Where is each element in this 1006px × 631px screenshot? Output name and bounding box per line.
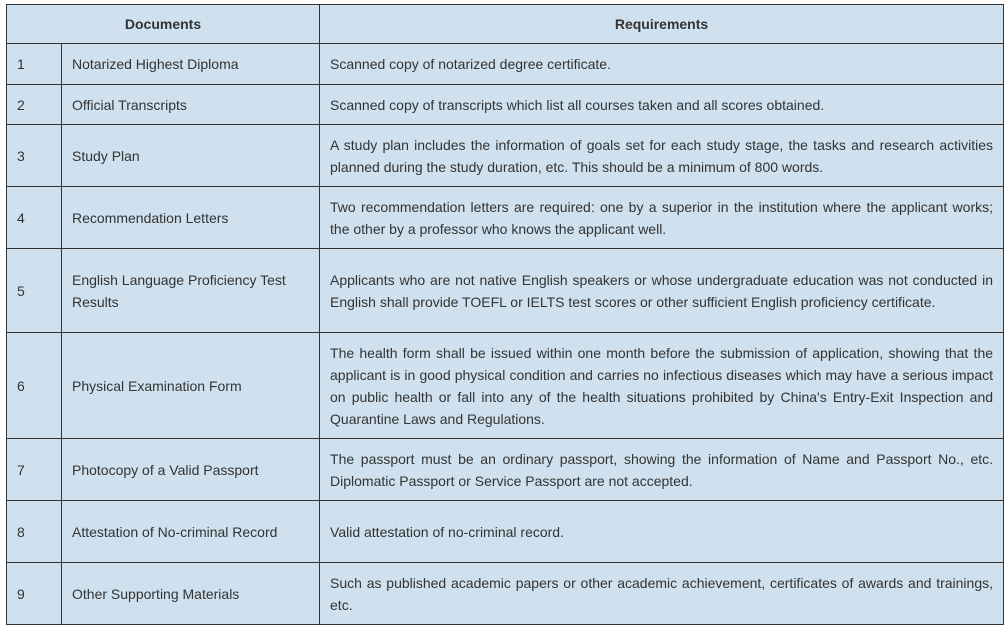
table-row xyxy=(7,333,1004,439)
table-row xyxy=(7,85,1004,125)
row-number: 9 xyxy=(7,563,62,625)
table-body xyxy=(7,44,1004,625)
document-name: Photocopy of a Valid Passport xyxy=(62,439,320,501)
table-row xyxy=(7,125,1004,187)
row-number: 7 xyxy=(7,439,62,501)
requirement-text: Two recommendation letters are required: one by a superior in the institution where the applicant works; the other by a professor who knows the applicant well. xyxy=(320,187,1004,249)
table-row xyxy=(7,187,1004,249)
row-number: 5 xyxy=(7,249,62,333)
requirement-text: Such as published academic papers or other academic achievement, certificates of awards and trainings, etc. xyxy=(320,563,1004,625)
row-number: 6 xyxy=(7,333,62,439)
requirement-text: A study plan includes the information of goals set for each study stage, the tasks and research activities planned during the study duration, etc. This should be a minimum of 800 words. xyxy=(320,125,1004,187)
requirement-text: Valid attestation of no-criminal record. xyxy=(320,501,1004,563)
requirements-table xyxy=(6,4,1004,625)
requirement-text: Scanned copy of notarized degree certificate. xyxy=(320,44,1004,85)
row-number: 8 xyxy=(7,501,62,563)
document-name: Recommendation Letters xyxy=(62,187,320,249)
row-number: 2 xyxy=(7,85,62,125)
row-number: 3 xyxy=(7,125,62,187)
table-row xyxy=(7,44,1004,85)
table-header-row xyxy=(7,5,1004,44)
document-name: Notarized Highest Diploma xyxy=(62,44,320,85)
requirement-text: The health form shall be issued within one month before the submission of application, showing that the applicant is in good physical condition and carries no infectious diseases which may have a serious impact on public health or fall into any of the health situations prohibited by China's Entry-Exit Inspection and Quarantine Laws and Regulations. xyxy=(320,333,1004,439)
document-name: Physical Examination Form xyxy=(62,333,320,439)
row-number: 4 xyxy=(7,187,62,249)
document-name: English Language Proficiency Test Results xyxy=(62,249,320,333)
requirement-text: Scanned copy of transcripts which list all courses taken and all scores obtained. xyxy=(320,85,1004,125)
document-name: Study Plan xyxy=(62,125,320,187)
document-name: Official Transcripts xyxy=(62,85,320,125)
row-number: 1 xyxy=(7,44,62,85)
requirements-header: Requirements xyxy=(320,5,1004,44)
table-row xyxy=(7,439,1004,501)
documents-header: Documents xyxy=(7,5,320,44)
document-name: Other Supporting Materials xyxy=(62,563,320,625)
table-row xyxy=(7,563,1004,625)
document-name: Attestation of No-criminal Record xyxy=(62,501,320,563)
table-row xyxy=(7,501,1004,563)
table-row xyxy=(7,249,1004,333)
requirement-text: Applicants who are not native English speakers or whose undergraduate education was not conducted in English shall provide TOEFL or IELTS test scores or other sufficient English proficiency certificate. xyxy=(320,249,1004,333)
requirement-text: The passport must be an ordinary passport, showing the information of Name and Passport No., etc. Diplomatic Passport or Service Passport are not accepted. xyxy=(320,439,1004,501)
